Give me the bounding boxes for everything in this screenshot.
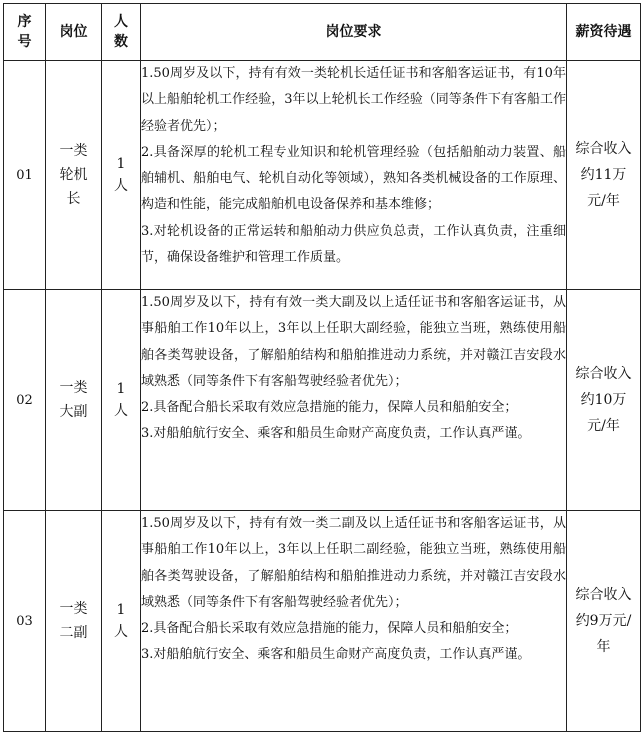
table-header-row (4, 4, 641, 61)
row-salary: 综合收入约11万元/年 (567, 61, 641, 290)
row-no: 02 (4, 290, 46, 511)
requirement-item: 3.对轮机设备的正常运转和船舶动力供应负总责，工作认真负责，注重细节，确保设备维护和管理工作质量。 (141, 223, 566, 266)
requirement-item: 1.50周岁及以下，持有有效一类大副及以上适任证书和客船客运证书，从事船舶工作10年以上，3年以上任职大副经验，能独立当班，熟练使用船舶各类驾驶设备，了解船舶结构和船舶推进动力系统，并对赣江吉安段水域熟悉（同等条件下有客船驾驶经验者优先）； (141, 295, 566, 389)
header-position: 岗位 (46, 4, 102, 61)
requirement-item: 1.50周岁及以下，持有有效一类轮机长适任证书和客船客运证书，有10年以上船舶轮机工作经验，3年以上轮机长工作经验（同等条件下有客船工作经验者优先）； (141, 66, 566, 134)
row-count: 1人 (102, 511, 141, 732)
row-salary: 综合收入约9万元/年 (567, 511, 641, 732)
row-salary: 综合收入约10万元/年 (567, 290, 641, 511)
header-count: 人数 (102, 4, 141, 61)
recruitment-table (3, 3, 641, 732)
header-salary: 薪资待遇 (567, 4, 641, 61)
requirement-item: 2.具备深厚的轮机工程专业知识和轮机管理经验（包括船舶动力装置、船舶辅机、船舶电气、轮机自动化等领域），熟知各类机械设备的工作原理、构造和性能，能完成船舶机电设备保养和基本维修； (141, 144, 566, 213)
row-no: 01 (4, 61, 46, 290)
table-row (4, 61, 641, 290)
row-count: 1人 (102, 290, 141, 511)
header-no: 序号 (4, 4, 46, 61)
requirement-item: 2.具备配合船长采取有效应急措施的能力，保障人员和船舶安全； (141, 400, 518, 416)
table-row (4, 511, 641, 732)
requirement-item: 2.具备配合船长采取有效应急措施的能力，保障人员和船舶安全； (141, 621, 518, 637)
table-row (4, 290, 641, 511)
row-requirements (141, 61, 567, 290)
header-requirements: 岗位要求 (141, 4, 567, 61)
row-position: 一类二副 (46, 511, 102, 732)
requirement-item: 3.对船舶航行安全、乘客和船员生命财产高度负责，工作认真严谨。 (141, 647, 531, 663)
row-position: 一类大副 (46, 290, 102, 511)
row-requirements (141, 511, 567, 732)
row-requirements (141, 290, 567, 511)
row-no: 03 (4, 511, 46, 732)
requirement-item: 1.50周岁及以下，持有有效一类二副及以上适任证书和客船客运证书，从事船舶工作10年以上，3年以上任职二副经验，能独立当班，熟练使用船舶各类驾驶设备，了解船舶结构和船舶推进动力系统，并对赣江吉安段水域熟悉（同等条件下有客船驾驶经验者优先）； (141, 516, 566, 610)
requirement-item: 3.对船舶航行安全、乘客和船员生命财产高度负责，工作认真严谨。 (141, 426, 531, 442)
row-position: 一类轮机长 (46, 61, 102, 290)
row-count: 1人 (102, 61, 141, 290)
